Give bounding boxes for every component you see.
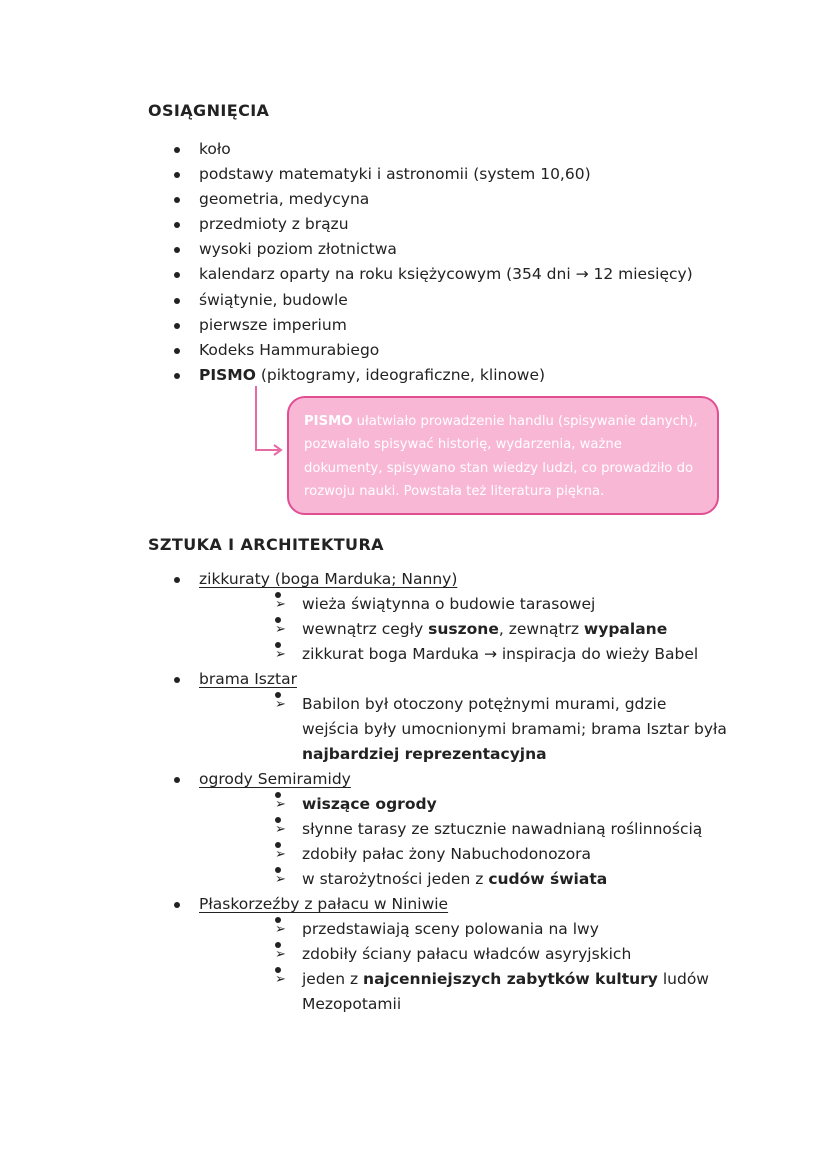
sub-text: wewnątrz cegły (302, 620, 429, 638)
arrow-right-icon (272, 443, 284, 457)
sub-list (199, 917, 727, 1017)
sub-text: jeden z (302, 970, 364, 988)
list-item: geometria, medycyna (172, 187, 693, 212)
list-item: kalendarz oparty na roku księżycowym (354 dni → 12 miesięcy) (172, 262, 693, 287)
callout-bold: PISMO (304, 414, 353, 429)
list-item: koło (172, 137, 693, 162)
achievements-list (172, 137, 693, 388)
topic-ogrody-semiramidy (172, 767, 727, 892)
list-item: przedmioty z brązu (172, 212, 693, 237)
sub-text: w starożytności jeden z (302, 870, 489, 888)
callout-connector-vertical (255, 386, 257, 449)
list-item-pismo (172, 363, 693, 388)
sub-text: , zewnątrz (498, 620, 584, 638)
sub-item (275, 817, 727, 842)
sub-list (199, 592, 727, 667)
callout-body: ułatwiało prowadzenie handlu (spisywanie danych), pozwalało spisywać historię, wydarzenia, ważne dokumenty, spisywano stan wiedzy ludzi, co prowadziło do rozwoju nauki. Powstała też literatura piękna. (304, 414, 698, 500)
pismo-types: (piktogramy, ideograficzne, klinowe) (255, 365, 546, 384)
sub-text: przedstawiają sceny polowania na lwy (302, 920, 599, 938)
topic-zikkuraty (172, 567, 727, 667)
section-heading-osiagniecia: OSIĄGNIĘCIA (148, 101, 270, 120)
sub-bold: suszone (428, 620, 499, 638)
sub-item (275, 642, 727, 667)
topic-brama-isztar (172, 667, 727, 767)
topic-title: brama Isztar (199, 670, 297, 688)
pismo-label: PISMO (199, 365, 256, 384)
art-architecture-list (172, 567, 727, 1017)
sub-text: wieża świątynna o budowie tarasowej (302, 595, 596, 613)
sub-item (275, 967, 727, 1017)
topic-title: Płaskorzeźby z pałacu w Niniwie (199, 895, 449, 913)
list-item: Kodeks Hammurabiego (172, 338, 693, 363)
sub-list (199, 692, 727, 767)
list-item: pierwsze imperium (172, 313, 693, 338)
sub-item (275, 617, 727, 642)
sub-text: zikkurat boga Marduka → inspiracja do wieży Babel (302, 645, 699, 663)
sub-bold: najcenniejszych zabytków kultury (363, 970, 658, 988)
topic-plaskorzezby (172, 892, 727, 1017)
section-heading-sztuka: SZTUKA I ARCHITEKTURA (148, 535, 384, 554)
sub-item (275, 917, 727, 942)
sub-bold: wiszące ogrody (302, 795, 437, 813)
sub-item (275, 692, 727, 767)
sub-bold: cudów świata (488, 870, 608, 888)
sub-text: słynne tarasy ze sztucznie nawadnianą roślinnością (302, 820, 703, 838)
sub-bold: wypalane (583, 620, 668, 638)
sub-text: ludów Mezopotamii (302, 970, 709, 1013)
sub-item (275, 942, 727, 967)
list-item: świątynie, budowle (172, 288, 693, 313)
callout-text (304, 410, 703, 504)
sub-item (275, 867, 727, 892)
sub-item (275, 792, 727, 817)
list-item: wysoki poziom złotnictwa (172, 237, 693, 262)
pismo-callout-box (287, 396, 719, 515)
topic-title: ogrody Semiramidy (199, 770, 351, 788)
list-item: podstawy matematyki i astronomii (system 10,60) (172, 162, 693, 187)
sub-text: zdobiły pałac żony Nabuchodonozora (302, 845, 592, 863)
sub-text: Babilon był otoczony potężnymi murami, gdzie wejścia były umocnionymi bramami; brama Isztar była (302, 695, 727, 738)
sub-bold: najbardziej reprezentacyjna (302, 745, 547, 763)
topic-title: zikkuraty (boga Marduka; Nanny) (199, 570, 458, 588)
sub-item (275, 592, 727, 617)
sub-text: zdobiły ściany pałacu władców asyryjskich (302, 945, 632, 963)
sub-item (275, 842, 727, 867)
sub-list (199, 792, 727, 892)
